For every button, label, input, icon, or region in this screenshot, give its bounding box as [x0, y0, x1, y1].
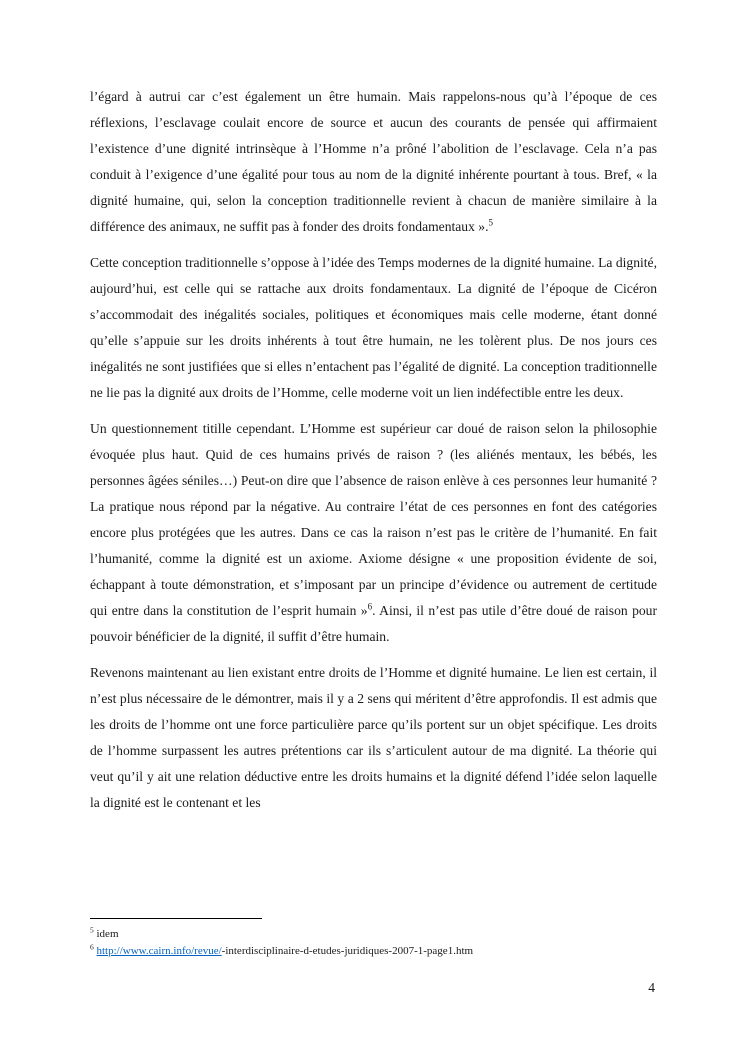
footnote-ref: 5 [488, 217, 493, 228]
footnote-marker: 5 [90, 925, 94, 935]
footnote [90, 943, 657, 960]
paragraph-text: l’égard à autrui car c’est également un être humain. Mais rappelons-nous qu’à l’époque de ces réflexions, l’esclavage coulait encore de source et aucun des courants de pensée qui affirmaient l’existence d’une dignité intrinsèque à l’Homme n’a prôné l’abolition de l’esclavage. Cela n’a pas conduit à l’exigence d’une égalité pour tous au nom de la dignité inhérente pourtant à tous. Bref, « la dignité humaine, qui, selon la conception traditionnelle revient à chacun de manière similaire à la différence des animaux, ne suffit pas à fonder des droits fondamentaux ». [90, 89, 657, 234]
paragraph-text: Revenons maintenant au lien existant entre droits de l’Homme et dignité humaine. Le lien est certain, il n’est plus nécessaire de le démontrer, mais il y a 2 sens qui méritent d’être approfondis. Il est admis que les droits de l’homme ont une force particulière parce qu’ils portent sur un objet spécifique. Les droits de l’homme surpassent les autres prétentions car ils s’articulent autour de ma dignité. La théorie qui veut qu’il y ait une relation déductive entre les droits humains et la dignité défend l’idée selon laquelle la dignité est le contenant et les [90, 665, 657, 810]
footnote-marker: 6 [90, 941, 94, 951]
paragraph-text: Cette conception traditionnelle s’oppose à l’idée des Temps modernes de la dignité humaine. La dignité, aujourd’hui, est celle qui se rattache aux droits fondamentaux. La dignité de l’époque de Cicéron s’accommodait des inégalités sociales, politiques et économiques mais celle moderne, étant donné qu’elle s’appuie sur les droits inhérents à tout être humain, ne les tolèrent plus. De nos jours ces inégalités ne sont justifiées que si elles n’entachent pas l’égalité de dignité. La conception traditionnelle ne lie pas la dignité aux droits de l’Homme, celle moderne voit un lien indéfectible entre les deux. [90, 255, 657, 400]
footnote-ref: 6 [367, 601, 373, 612]
footnote-text: idem [93, 928, 119, 940]
paragraph [90, 250, 657, 406]
paragraph-text: . Ainsi, il n’est pas utile d’être doué de raison pour pouvoir bénéficier de la dignité, il suffit d’être humain. [90, 603, 657, 644]
paragraph [90, 84, 657, 240]
footnote-link[interactable]: http://www.cairn.info/revue/ [96, 944, 222, 957]
document-body [90, 84, 657, 826]
paragraph [90, 416, 657, 650]
footnote [90, 926, 657, 943]
footnote-separator [90, 918, 262, 919]
footnote-link-rest: -interdisciplinaire-d-etudes-juridiques-2007-1-page1.htm [221, 944, 474, 957]
paragraph [90, 660, 657, 816]
paragraph-text: Un questionnement titille cependant. L’Homme est supérieur car doué de raison selon la philosophie évoquée plus haut. Quid de ces humains privés de raison ? (les aliénés mentaux, les bébés, les personnes âgées séniles…) Peut-on dire que l’absence de raison enlève à ces personnes leur humanité ? La pratique nous répond par la négative. Au contraire l’état de ces personnes en font des catégories encore plus protégées que les autres. Dans ce cas la raison n’est pas le critère de l’humanité. En fait l’humanité, comme la dignité est un axiome. Axiome désigne « une proposition évidente de soi, échappant à toute démonstration, et s’imposant par un principe d’évidence ou autrement de certitude qui entre dans la constitution de l’esprit humain » [90, 421, 657, 618]
footnotes-section [90, 918, 657, 959]
page-number: 4 [648, 980, 655, 995]
